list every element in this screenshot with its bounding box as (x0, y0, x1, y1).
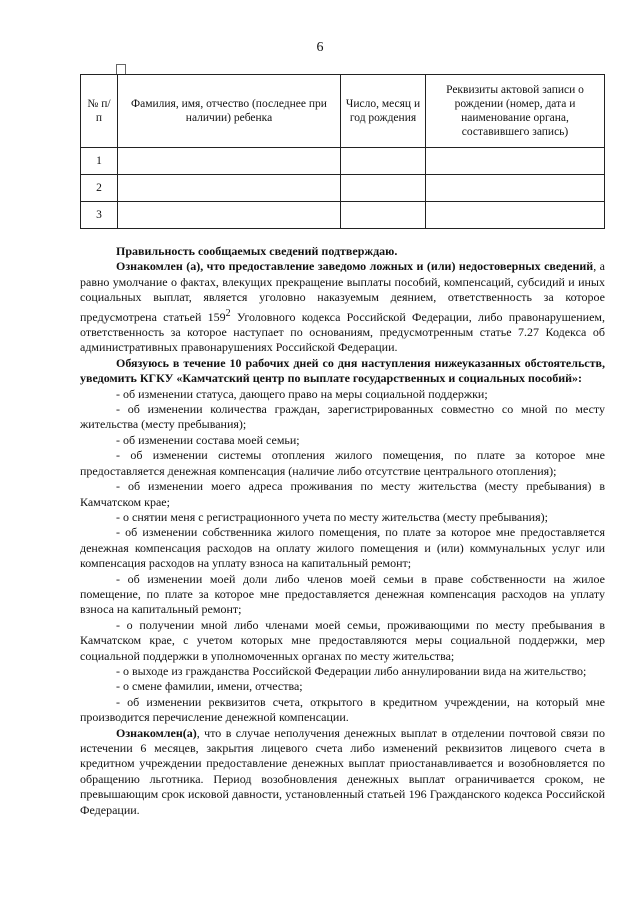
table-row (81, 148, 605, 175)
list-item: - о выходе из гражданства Российской Федерации либо аннулировании вида на жительство; (116, 663, 587, 678)
list-item: - о смене фамилии, имени, отчества; (116, 679, 303, 694)
list-item: - об изменении статуса, дающего право на меры социальной поддержки; (116, 386, 488, 401)
obligation-heading: Обязуюсь в течение 10 рабочих дней со дня наступления нижеуказанных обстоятельств, уведомить КГКУ «Камчатский центр по выплате государственных и социальных пособий»: (80, 355, 605, 386)
page-number: 6 (316, 40, 324, 55)
cell-record[interactable] (426, 175, 605, 202)
list-item: - о получении мной либо членами моей семьи, проживающими по месту пребывания в Камчатском крае, с учетом которых мне предоставляются меры социальной поддержки, мер социальной поддержки в уполномоченных органах по месту жительства; (80, 617, 605, 663)
acknowledgement-paragraph (80, 259, 605, 355)
payment-acknowledgement-text: , что в случае неполучения денежных выплат в отделении почтовой связи по истечении 6 месяцев, закрытия лицевого счета либо изменений реквизитов лицевого счета в кредитном учреждении предоставление денежных выплат приостанавливается и возобновляется по обращению льготника. Период возобновления денежных выплат ограничивается сроком, не превышающим срок исковой давности, установленный статьей 196 Гражданского кодекса Российской Федерации. (80, 725, 605, 817)
children-table (80, 74, 605, 229)
col-birthdate-header: Число, месяц и год рождения (341, 75, 426, 148)
payment-acknowledgement (80, 726, 605, 818)
cell-birthdate[interactable] (341, 175, 426, 202)
list-item: - об изменении моего адреса проживания по месту жительства (месту пребывания) в Камчатском крае; (80, 479, 605, 509)
list-item: - об изменении системы отопления жилого помещения, по плате за которое мне предоставляется денежная компенсация (наличие либо отсутствие центрального отопления); (80, 448, 605, 478)
acknowledgement-lead: Ознакомлен (а), что предоставление заведомо ложных и (или) недостоверных сведений (116, 259, 594, 274)
list-item: - об изменении реквизитов счета, открытого в кредитном учреждении, на который мне производится перечисление денежной компенсации. (80, 694, 605, 725)
list-item: - об изменении состава моей семьи; (116, 432, 300, 447)
cell-birthdate[interactable] (341, 148, 426, 175)
list-item: - об изменении собственника жилого помещения, по плате за которое мне предоставляется денежная компенсация расходов на оплату жилого помещения и (или) коммунальных услуг или компенсация расходов на уплату взноса на капитальный ремонт; (80, 525, 605, 571)
cell-name[interactable] (118, 202, 341, 229)
cell-name[interactable] (118, 175, 341, 202)
list-item: - об изменении моей доли либо членов моей семьи в праве собственности на жилое помещение, по плате за которое мне предоставляется денежная компенсация расходов на уплату взноса на капитальный ремонт; (80, 571, 605, 617)
cell-record[interactable] (426, 202, 605, 229)
document-body (80, 244, 605, 818)
col-number-header: № п/п (81, 75, 118, 148)
cell-name[interactable] (118, 148, 341, 175)
payment-acknowledgement-lead: Ознакомлен(а) (116, 725, 197, 740)
acknowledgement-text-b: Уголовного кодекса Российской Федерации, либо правонарушением, ответственность за которое наступает по основаниям, предусмотренным статье 7.27 Кодекса об административных правонарушениях Российской Федерации. (80, 309, 605, 355)
col-name-header: Фамилия, имя, отчество (последнее при наличии) ребенка (118, 75, 341, 148)
table-row (81, 202, 605, 229)
acknowledgement-text-a: , а равно умолчание о фактах, влекущих прекращение выплаты пособий, компенсаций, субсидий и иных социальных выплат, является уголовно наказуемым деянием, ответственность за которое предусмотрена статьей 159 (80, 259, 605, 324)
row-number: 2 (81, 175, 118, 202)
confirm-statement: Правильность сообщаемых сведений подтверждаю. (116, 244, 398, 258)
list-item: - об изменении количества граждан, зарегистрированных совместно со мной по месту жительства (месту пребывания); (80, 402, 605, 432)
list-item: - о снятии меня с регистрационного учета по месту жительства (месту пребывания); (116, 509, 548, 524)
cell-birthdate[interactable] (341, 202, 426, 229)
table-header-row (81, 75, 605, 148)
col-record-header: Реквизиты актовой записи о рождении (номер, дата и наименование органа, составившего запись) (426, 75, 605, 148)
row-number: 1 (81, 148, 118, 175)
cell-record[interactable] (426, 148, 605, 175)
table-row (81, 175, 605, 202)
article-superscript: 2 (225, 307, 231, 319)
row-number: 3 (81, 202, 118, 229)
